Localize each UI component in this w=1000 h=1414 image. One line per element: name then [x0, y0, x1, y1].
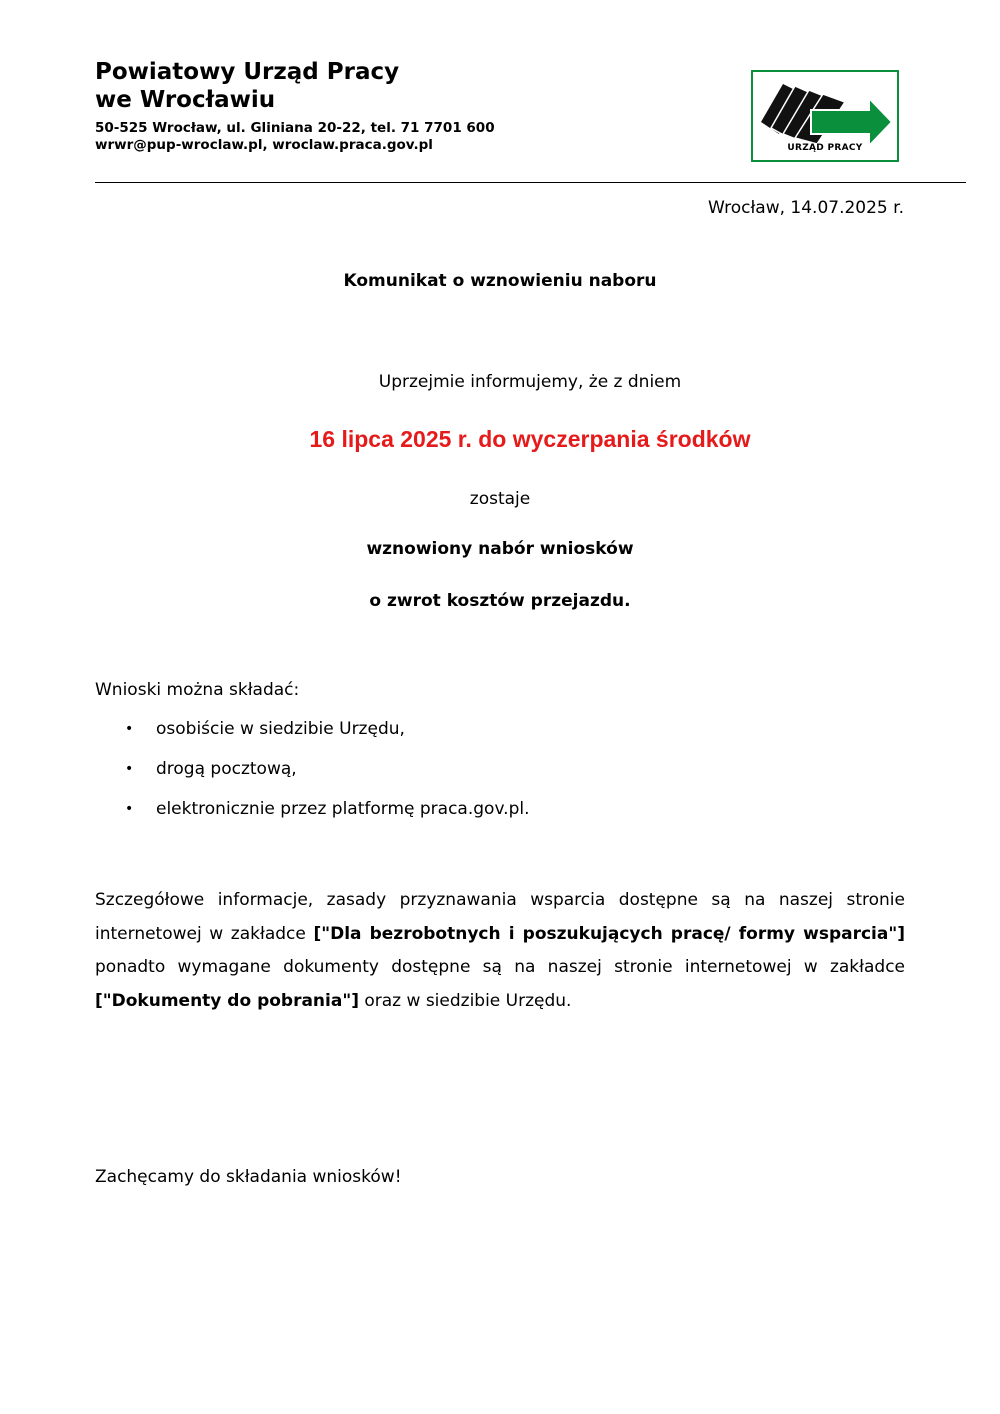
intro-text: Uprzejmie informujemy, że z dniem	[378, 372, 682, 392]
highlight-date: 16 lipca 2025 r. do wyczerpania środków	[309, 426, 751, 452]
org-name-line-1: Powiatowy Urząd Pracy	[95, 59, 400, 85]
list-item-text: osobiście w siedzibie Urzędu,	[156, 719, 405, 739]
submission-methods-list	[95, 718, 530, 838]
zostaje-text: zostaje	[469, 489, 531, 509]
methods-lead: Wnioski można składać:	[95, 680, 300, 700]
bullet-icon: •	[125, 721, 134, 737]
list-item	[95, 798, 530, 838]
list-item	[95, 718, 530, 758]
details-text-1: Szczegółowe informacje, zasady przyznawania wsparcia dostępne są na naszej stronie internetowej w zakładce	[95, 890, 905, 944]
org-address: 50-525 Wrocław, ul. Gliniana 20-22, tel. 71 7701 600	[95, 120, 495, 136]
bullet-icon: •	[125, 801, 134, 817]
logo-text: URZĄD PRACY	[787, 143, 863, 153]
document-title: Komunikat o wznowieniu naboru	[343, 271, 657, 291]
announcement-line-2: o zwrot kosztów przejazdu.	[369, 591, 631, 611]
urzad-pracy-logo	[751, 70, 899, 162]
list-item-text: drogą pocztową,	[156, 759, 297, 779]
announcement-line-1: wznowiony nabór wniosków	[366, 539, 634, 559]
details-text-2: ponadto wymagane dokumenty dostępne są na naszej stronie internetowej w zakładce	[95, 957, 905, 977]
closing-text: Zachęcamy do składania wniosków!	[95, 1167, 402, 1187]
details-paragraph	[95, 884, 905, 1018]
list-item-text: elektronicznie przez platformę praca.gov.pl.	[156, 799, 530, 819]
org-name-line-2: we Wrocławiu	[95, 87, 276, 113]
details-bold-1: ["Dla bezrobotnych i poszukujących pracę/ formy wsparcia"]	[313, 923, 905, 944]
bullet-icon: •	[125, 761, 134, 777]
letterhead	[95, 58, 715, 154]
details-text-3: oraz w siedzibie Urzędu.	[358, 990, 572, 1011]
details-bold-2: ["Dokumenty do pobrania"]	[95, 990, 359, 1011]
document-date: Wrocław, 14.07.2025 r.	[708, 198, 904, 218]
list-item	[95, 758, 530, 798]
org-contact: wrwr@pup-wroclaw.pl, wroclaw.praca.gov.pl	[95, 137, 433, 153]
header-divider	[95, 182, 966, 183]
